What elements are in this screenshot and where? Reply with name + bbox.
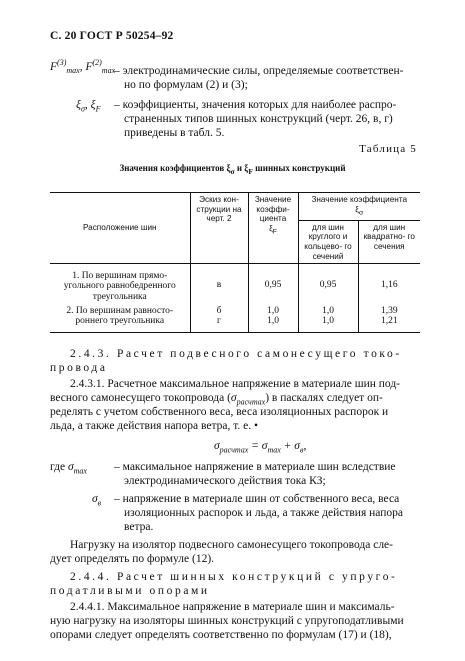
legend-coef-line3: приведены в табл. 5. bbox=[124, 127, 225, 139]
para-load-line1: Нагрузку на изолятор подвесного самонесущего токопровода сле- bbox=[70, 539, 393, 551]
header-sketch: Эскиз кон- струкции на черт. 2 bbox=[190, 193, 248, 264]
legend-forces-line2: но по формулам (2) и (3); bbox=[124, 79, 248, 91]
subheader-square: для шин квадратно- го сечения bbox=[358, 220, 420, 263]
table-row bbox=[50, 304, 420, 333]
para-2-4-4-1-line1: 2.4.4.1. Максимальное напряжение в материале шин и максималь- bbox=[70, 601, 395, 613]
row1-sketch: в bbox=[190, 264, 248, 304]
header-location: Расположение шин bbox=[50, 193, 190, 264]
row2-round: 1,0 1,0 bbox=[298, 304, 358, 333]
para-2-4-4-1-line3: опорами следует определять соответственно по формулам (17) и (18), bbox=[50, 629, 392, 641]
para-2-4-3-1-line4: льда, а также действия напора ветра, т. е. • bbox=[50, 420, 259, 432]
para-2-4-3-1-line2: весного самонесущего токопровода $(\sigma_{расчmax})$ в паскалях следует оп- bbox=[50, 392, 383, 407]
where-sigma-v-symbol: $\sigma_в$ bbox=[92, 493, 102, 508]
section-2-4-3-heading-cont: провода bbox=[50, 362, 108, 374]
row1-round: 0,95 bbox=[298, 264, 358, 304]
coefficients-table bbox=[50, 192, 420, 333]
row2-xi-f: 1,0 1,0 bbox=[248, 304, 298, 333]
row1-location: 1. По вершинам прямо- угольного равнобедренного треугольника bbox=[63, 271, 176, 302]
where-sigma-max-line2: электродинамического действия тока КЗ; bbox=[124, 475, 326, 487]
legend-symbol-forces: $F^{(3)}_{max}$, $F^{(2)}_{max}$ bbox=[50, 58, 116, 76]
section-2-4-4-heading-cont: податливыми опорами bbox=[50, 585, 210, 597]
para-load-line2: дует определять по формуле (12). bbox=[50, 553, 215, 565]
para-2-4-4-1-line2: ную нагрузку на изоляторы шинных конструкций с упругоподатливыми bbox=[50, 615, 404, 627]
where-sigma-v-line1: – напряжение в материале шин от собственного веса, веса bbox=[114, 493, 400, 505]
section-2-4-4-heading: 2.4.4. Расчет шинных конструкций с упруго- bbox=[70, 571, 398, 583]
table-caption: Значения коэффициентов $\xi_\sigma$ и $\xi_F$ шинных конструкций bbox=[119, 163, 346, 176]
where-label: где $\sigma_{max}$ bbox=[50, 461, 87, 476]
where-sigma-v-line3: ветра. bbox=[124, 521, 154, 533]
table-number: Таблица 5 bbox=[359, 143, 417, 155]
table-header-row bbox=[50, 193, 420, 221]
section-2-4-3-heading: 2.4.3. Расчет подвесного самонесущего токо- bbox=[70, 348, 402, 360]
where-sigma-v-line2: изоляционных распорок и льда, а также действия напора bbox=[124, 507, 403, 519]
para-2-4-3-1-line1: 2.4.3.1. Расчетное максимальное напряжение в материале шин под- bbox=[70, 378, 401, 390]
header-xi-f: Значение коэффи-циента $\xi_F$ bbox=[248, 193, 298, 264]
para-2-4-3-1-line3: ределять с учетом собственного веса, веса изоляционных распорок и bbox=[50, 406, 389, 418]
table-row bbox=[50, 264, 420, 304]
row2-location: 2. По вершинам равносто- роннего треугольника bbox=[50, 304, 190, 333]
row2-sketch: б г bbox=[190, 304, 248, 333]
legend-coef-line1: – коэффициенты, значения которых для наиболее распро- bbox=[114, 99, 397, 111]
legend-symbol-coefficients: $\xi_\sigma$, $\xi_F$ bbox=[76, 99, 101, 114]
formula-sigma-calc: $\sigma_{расчmax} = \sigma_{max} + \sigma_в$, bbox=[214, 440, 307, 455]
where-sigma-max-line1: – максимальное напряжение в материале шин вследствие bbox=[114, 461, 396, 473]
row2-square: 1,39 1,21 bbox=[358, 304, 420, 333]
legend-forces-line1: – электродинамические силы, определяемые соответствен- bbox=[114, 65, 404, 77]
row1-square: 1,16 bbox=[358, 264, 420, 304]
page-header: С. 20 ГОСТ Р 50254–92 bbox=[50, 30, 174, 42]
header-xi-sigma: Значение коэффициента $\xi_\sigma$ bbox=[298, 193, 420, 221]
row1-xi-f: 0,95 bbox=[248, 264, 298, 304]
subheader-round: для шин круглого и кольцево- го сечений bbox=[298, 220, 358, 263]
legend-coef-line2: страненных типов шинных конструкций (черт. 26, в, г) bbox=[124, 113, 393, 125]
